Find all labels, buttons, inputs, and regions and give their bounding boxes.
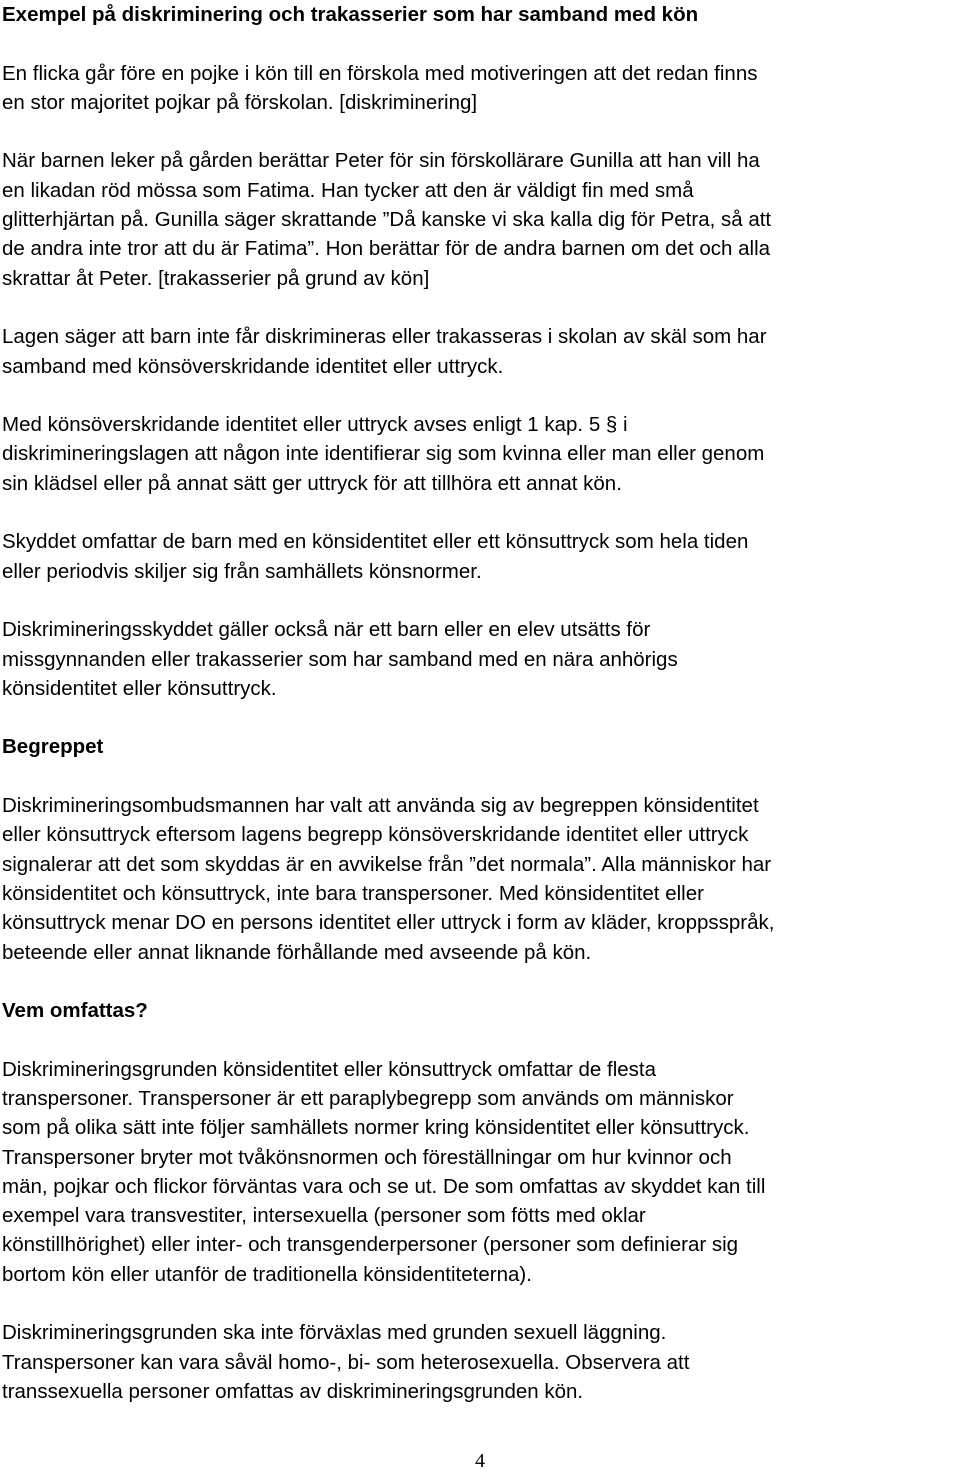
paragraph-orientation: Diskrimineringsgrunden ska inte förväxlas med grunden sexuell läggning. Transpersoner kan vara såväl homo-, bi- som heterosexuella. Observera att transsexuella personer omfattas av diskrimineringsgrunden kön.	[2, 1321, 690, 1403]
spacer	[2, 381, 958, 410]
page-number: 4	[475, 1450, 485, 1472]
spacer	[2, 498, 958, 527]
spacer	[2, 967, 958, 996]
paragraph-covered: Diskrimineringsgrunden könsidentitet eller könsuttryck omfattar de flesta transpersoner. Transpersoner är ett paraplybegrepp som används om människor som på olika sätt inte följer samhällets normer kring könsidentitet eller könsuttryck. Transpersoner bryter mot tvåkönsnormen och föreställningar om hur kvinnor och män, pojkar och flickor förväntas vara och se ut. De som omfattas av skyddet kan till exempel vara transvestiter, intersexuella (personer som fötts med oklar könstillhörighet) eller inter- och transgenderpersoner (personer som definierar sig bortom kön eller utanför de traditionella könsidentiteterna).	[2, 1057, 766, 1286]
document-page	[2, 0, 958, 1406]
spacer	[2, 1025, 958, 1054]
spacer	[2, 703, 958, 732]
section-heading-concept: Begreppet	[2, 735, 104, 759]
section-heading-covered: Vem omfattas?	[2, 999, 148, 1023]
section-heading-examples: Exempel på diskriminering och trakasserier som har samband med kön	[2, 3, 699, 26]
paragraph-concept: Diskrimineringsombudsmannen har valt att använda sig av begreppen könsidentitet eller könsuttryck eftersom lagens begrepp könsöverskridande identitet eller uttryck signalerar att det som skyddas är en avvikelse från ”det normala”. Alla människor har könsidentitet och könsuttryck, inte bara transpersoner. Med könsidentitet eller könsuttryck menar DO en persons identitet eller uttryck i form av kläder, kroppsspråk, beteende eller annat liknande förhållande med avseende på kön.	[2, 794, 775, 964]
spacer	[2, 762, 958, 791]
paragraph-example-harassment: När barnen leker på gården berättar Peter för sin förskollärare Gunilla att han vill ha en likadan röd mössa som Fatima. Han tycker att den är väldigt fin med små glitterhjärtan på. Gunilla säger skrattande ”Då kanske vi ska kalla dig för Petra, så att de andra inte tror att du är Fatima”. Hon berättar för de andra barnen om det och alla skrattar åt Peter. [trakasserier på grund av kön]	[2, 149, 772, 290]
paragraph-relatives: Diskrimineringsskyddet gäller också när ett barn eller en elev utsätts för missgynnanden eller trakasserier som har samband med en nära anhörigs könsidentitet eller könsuttryck.	[2, 618, 678, 700]
paragraph-protection: Skyddet omfattar de barn med en könsidentitet eller ett könsuttryck som hela tiden eller periodvis skiljer sig från samhällets könsnormer.	[2, 530, 749, 583]
paragraph-definition: Med könsöverskridande identitet eller uttryck avses enligt 1 kap. 5 § i diskrimineringslagen att någon inte identifierar sig som kvinna eller man eller genom sin klädsel eller på annat sätt ger uttryck för att tillhöra ett annat kön.	[2, 413, 765, 495]
paragraph-example-discrimination: En flicka går före en pojke i kön till en förskola med motiveringen att det redan finns en stor majoritet pojkar på förskolan. [diskriminering]	[2, 61, 758, 114]
spacer	[2, 293, 958, 322]
spacer	[2, 586, 958, 615]
paragraph-law: Lagen säger att barn inte får diskrimineras eller trakasseras i skolan av skäl som har samband med könsöverskridande identitet eller uttryck.	[2, 325, 767, 378]
spacer	[2, 29, 958, 58]
spacer	[2, 117, 958, 146]
spacer	[2, 1289, 958, 1318]
